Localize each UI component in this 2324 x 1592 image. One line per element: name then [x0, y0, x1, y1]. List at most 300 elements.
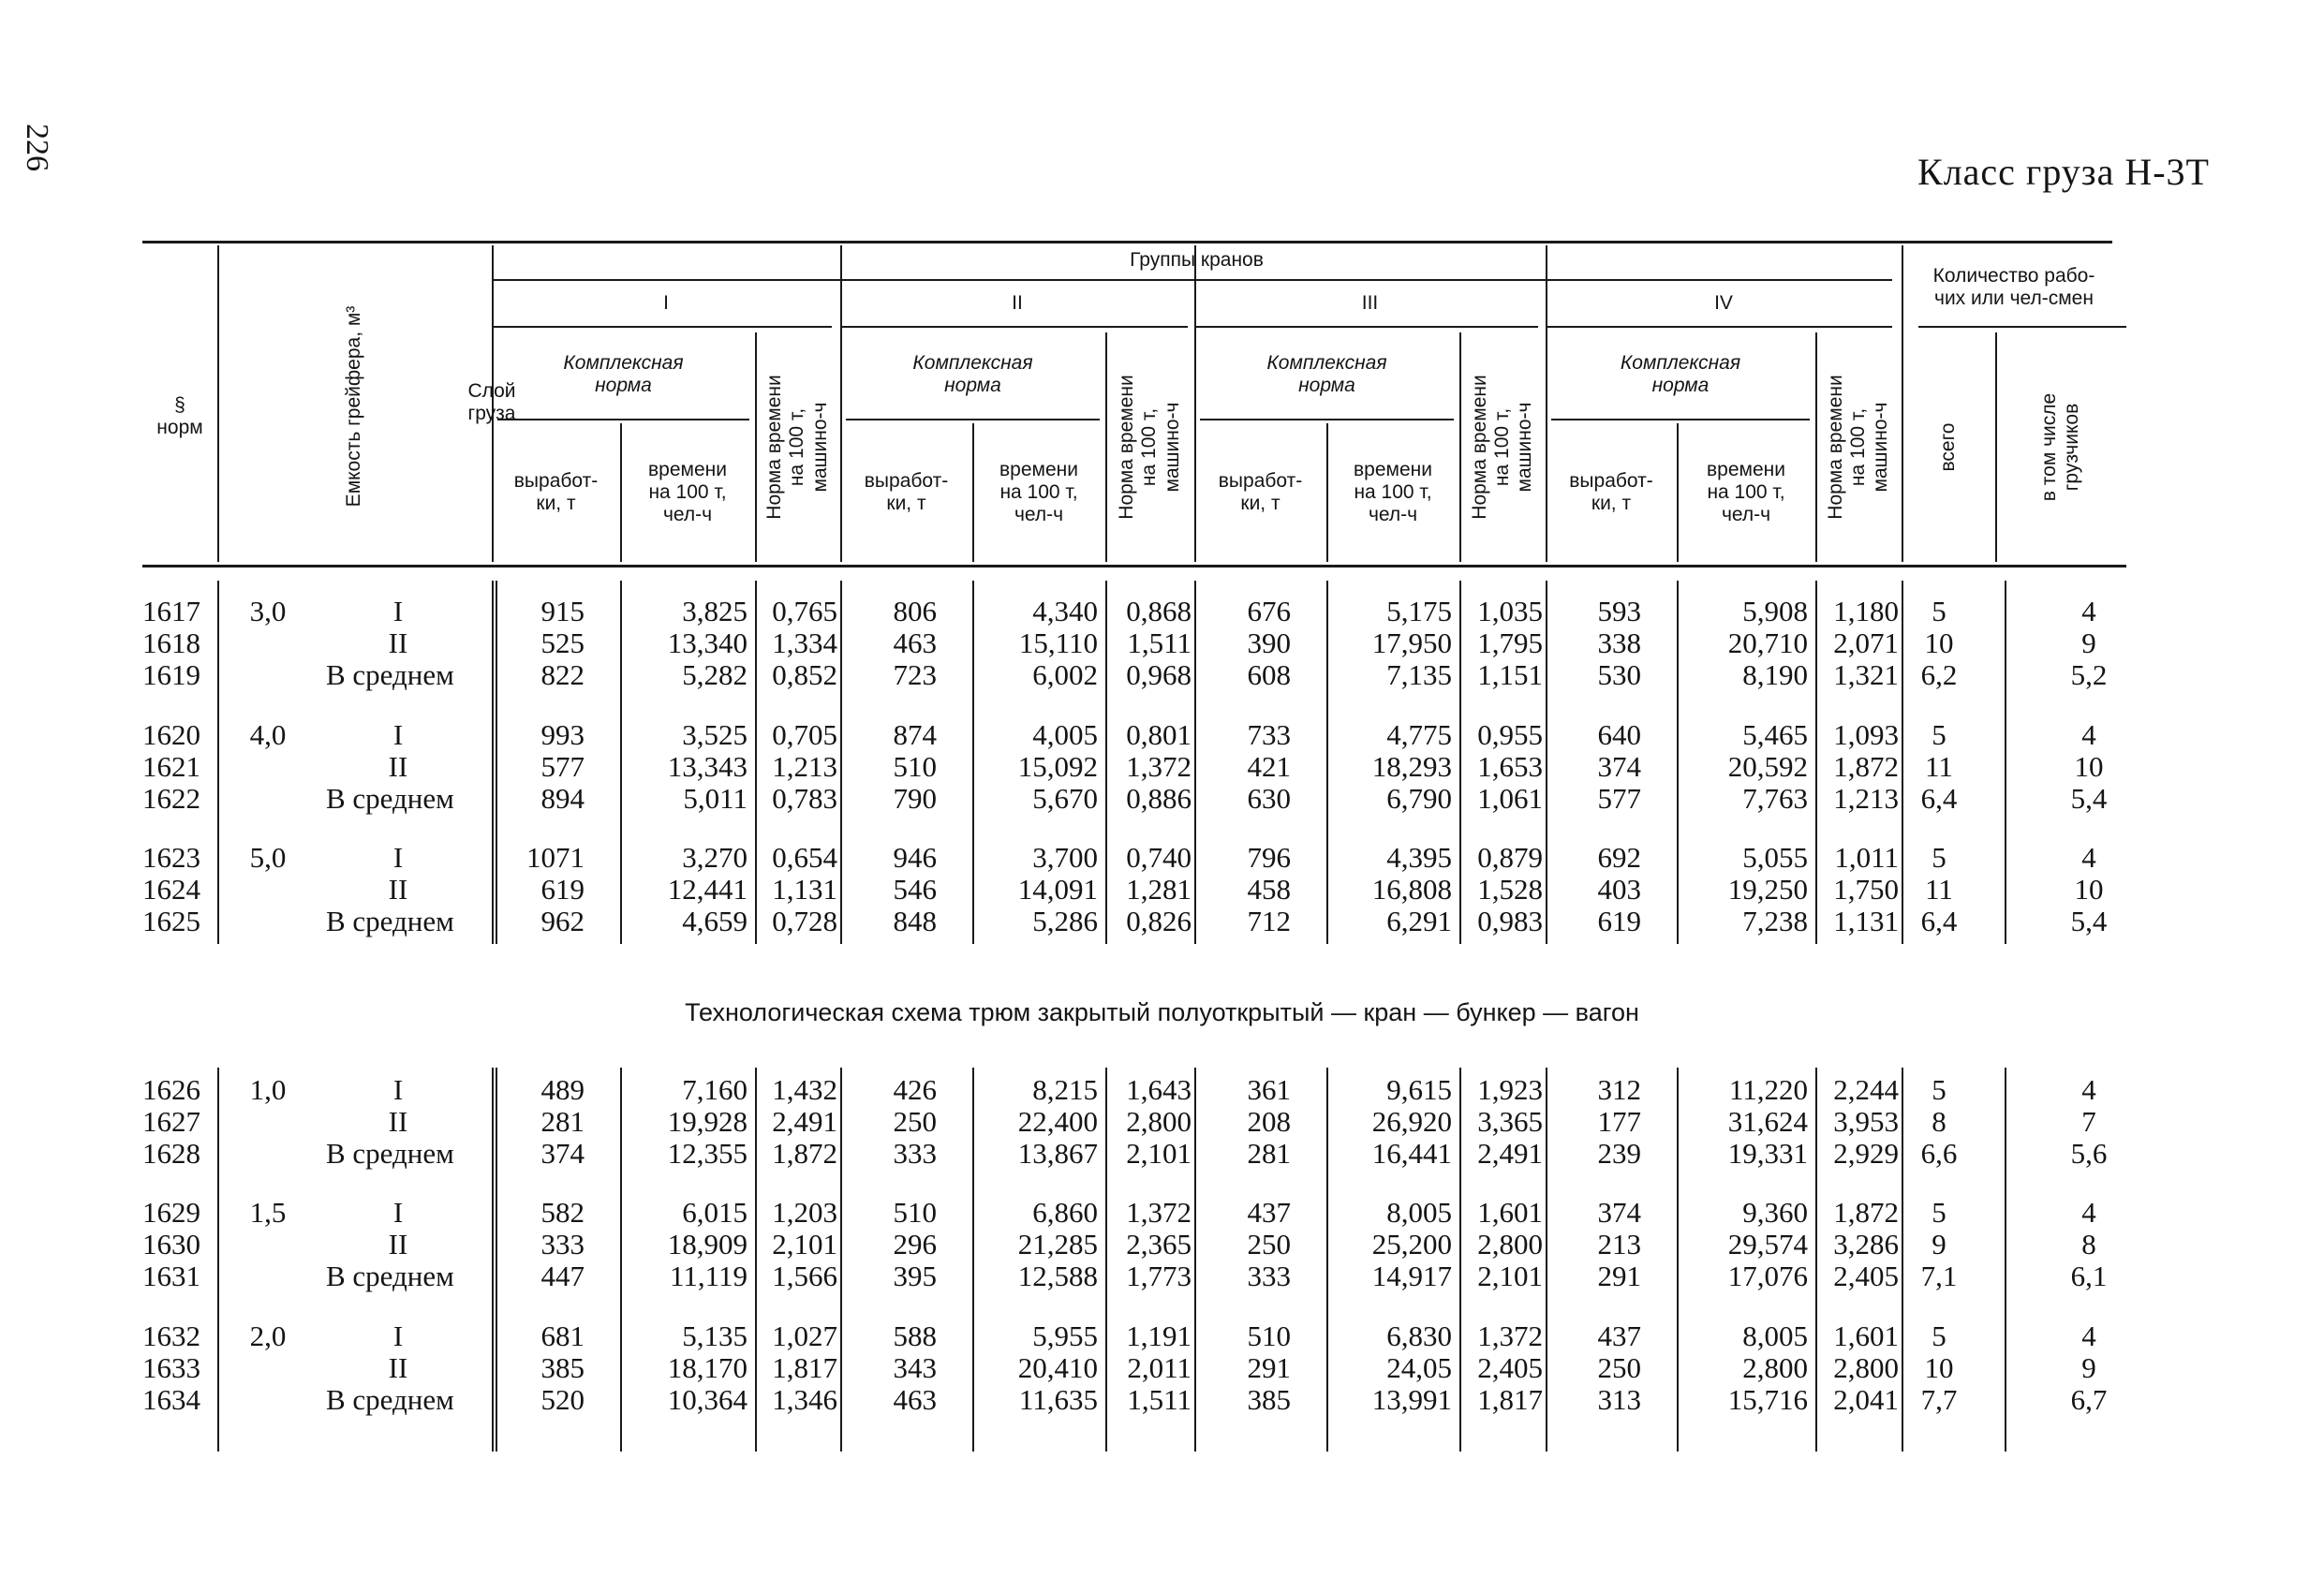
workers-total: 10	[1924, 626, 1954, 659]
loaders-count: 4	[2081, 717, 2096, 751]
output-value: 385	[1247, 1382, 1291, 1416]
machine-time-value: 2,101	[1126, 1136, 1192, 1170]
labor-time-value: 7,135	[1386, 657, 1452, 691]
labor-time-value: 2,800	[1742, 1350, 1808, 1384]
header-grab-capacity: Емкость грейфера, м³	[343, 305, 365, 508]
output-value: 530	[1597, 657, 1641, 691]
labor-time-value: 19,250	[1727, 872, 1808, 906]
output-value: 426	[893, 1072, 937, 1106]
labor-time-value: 19,928	[667, 1104, 748, 1138]
norm-number: 1619	[142, 657, 200, 691]
machine-time-value: 1,151	[1477, 657, 1543, 691]
machine-time-value: 1,131	[1833, 904, 1899, 937]
labor-time-value: 25,200	[1371, 1227, 1452, 1260]
output-value: 291	[1597, 1259, 1641, 1292]
output-value: 333	[893, 1136, 937, 1170]
header-complex-norm: Комплексная норма	[912, 351, 1033, 396]
output-value: 712	[1247, 904, 1291, 937]
labor-time-value: 6,015	[682, 1195, 748, 1229]
cargo-layer: В среднем	[326, 1259, 454, 1292]
grab-capacity: 1,5	[249, 1195, 287, 1229]
loaders-count: 4	[2081, 1072, 2096, 1106]
header-time-labor: времени на 100 т, чел-ч	[1707, 458, 1785, 526]
cargo-layer: I	[392, 717, 404, 751]
header-group-4: IV	[1714, 291, 1733, 314]
labor-time-value: 20,410	[1017, 1350, 1098, 1384]
machine-time-value: 1,653	[1477, 749, 1543, 783]
labor-time-value: 5,286	[1032, 904, 1098, 937]
body-column-rule	[1677, 581, 1679, 944]
machine-time-value: 1,321	[1833, 657, 1899, 691]
machine-time-value: 2,800	[1477, 1227, 1543, 1260]
header-group-3: III	[1361, 291, 1379, 314]
machine-time-value: 0,826	[1126, 904, 1192, 937]
labor-time-value: 22,400	[1017, 1104, 1098, 1138]
output-value: 1071	[526, 840, 585, 874]
group-iv-rule	[1546, 326, 1892, 328]
machine-time-value: 1,131	[772, 872, 837, 906]
machine-time-value: 2,800	[1833, 1350, 1899, 1384]
machine-time-value: 1,011	[1834, 840, 1899, 874]
output-value: 421	[1247, 749, 1291, 783]
cargo-layer: I	[392, 1072, 404, 1106]
norm-number: 1629	[142, 1195, 200, 1229]
header-total: всего	[1936, 422, 1959, 472]
loaders-count: 10	[2074, 749, 2104, 783]
machine-time-value: 0,801	[1126, 717, 1192, 751]
output-value: 313	[1597, 1382, 1641, 1416]
labor-time-value: 3,700	[1032, 840, 1098, 874]
output-value: 546	[893, 872, 937, 906]
labor-time-value: 6,291	[1386, 904, 1452, 937]
groups-rule	[492, 279, 1892, 281]
machine-time-value: 1,872	[1833, 1195, 1899, 1229]
machine-time-value: 1,334	[772, 626, 837, 659]
machine-time-value: 1,643	[1126, 1072, 1192, 1106]
labor-time-value: 6,790	[1386, 781, 1452, 815]
output-value: 582	[540, 1195, 585, 1229]
header-machine-time: Норма времени на 100 т, машино-ч	[1468, 375, 1536, 520]
labor-time-value: 8,190	[1742, 657, 1808, 691]
labor-time-value: 7,160	[682, 1072, 748, 1106]
body-column-rule	[1326, 581, 1328, 944]
labor-time-value: 5,055	[1742, 840, 1808, 874]
cargo-layer: I	[392, 840, 404, 874]
labor-time-value: 13,991	[1371, 1382, 1452, 1416]
body-column-rule	[755, 581, 757, 944]
labor-time-value: 4,775	[1386, 717, 1452, 751]
output-value: 208	[1247, 1104, 1291, 1138]
machine-time-value: 1,432	[772, 1072, 837, 1106]
machine-time-value: 1,817	[772, 1350, 837, 1384]
body-column-rule	[217, 1068, 219, 1452]
machine-time-value: 1,601	[1833, 1319, 1899, 1352]
workers-total: 5	[1932, 717, 1947, 751]
labor-time-value: 11,635	[1018, 1382, 1098, 1416]
output-value: 510	[893, 749, 937, 783]
body-column-rule	[620, 1068, 622, 1452]
labor-time-value: 11,119	[670, 1259, 748, 1292]
output-value: 692	[1597, 840, 1641, 874]
output-value: 915	[540, 594, 585, 627]
machine-time-value: 1,750	[1833, 872, 1899, 906]
norm-number: 1630	[142, 1227, 200, 1260]
machine-time-value: 2,405	[1477, 1350, 1543, 1384]
output-value: 577	[1597, 781, 1641, 815]
machine-time-value: 1,601	[1477, 1195, 1543, 1229]
machine-time-value: 2,101	[772, 1227, 837, 1260]
labor-time-value: 14,917	[1371, 1259, 1452, 1292]
output-value: 374	[1597, 1195, 1641, 1229]
machine-time-value: 1,180	[1833, 594, 1899, 627]
header-time-labor: времени на 100 т, чел-ч	[999, 458, 1078, 526]
complex-rule	[497, 419, 749, 420]
machine-time-value: 1,027	[772, 1319, 837, 1352]
labor-time-value: 9,615	[1386, 1072, 1452, 1106]
labor-time-value: 4,005	[1032, 717, 1098, 751]
output-value: 588	[893, 1319, 937, 1352]
workers-total: 6,2	[1920, 657, 1958, 691]
machine-time-value: 2,491	[772, 1104, 837, 1138]
cargo-layer: II	[388, 626, 408, 659]
loaders-count: 10	[2074, 872, 2104, 906]
cargo-layer: II	[388, 1104, 408, 1138]
header-machine-time: Норма времени на 100 т, машино-ч	[1116, 375, 1183, 520]
header-output: выработ- ки, т	[513, 469, 599, 514]
output-value: 681	[540, 1319, 585, 1352]
norm-number: 1632	[142, 1319, 200, 1352]
labor-time-value: 12,441	[667, 872, 748, 906]
loaders-count: 6,1	[2070, 1259, 2108, 1292]
workers-total: 5	[1932, 840, 1947, 874]
machine-time-value: 1,281	[1126, 872, 1192, 906]
workers-total: 5	[1932, 594, 1947, 627]
loaders-count: 5,2	[2070, 657, 2108, 691]
body-column-rule	[1105, 1068, 1107, 1452]
output-value: 213	[1597, 1227, 1641, 1260]
header-complex-norm: Комплексная норма	[563, 351, 684, 396]
body-column-rule	[1459, 1068, 1461, 1452]
machine-time-value: 0,886	[1126, 781, 1192, 815]
scheme-title: Технологическая схема трюм закрытый полуоткрытый — кран — бункер — вагон	[685, 998, 1639, 1026]
machine-time-value: 1,795	[1477, 626, 1543, 659]
output-value: 619	[540, 872, 585, 906]
cargo-layer: I	[392, 1195, 404, 1229]
output-value: 874	[893, 717, 937, 751]
output-value: 458	[1247, 872, 1291, 906]
header-group-1: I	[663, 291, 669, 314]
machine-time-value: 1,817	[1477, 1382, 1543, 1416]
output-value: 361	[1247, 1072, 1291, 1106]
output-value: 848	[893, 904, 937, 937]
workers-total: 6,4	[1920, 904, 1958, 937]
machine-time-value: 2,071	[1833, 626, 1899, 659]
labor-time-value: 5,908	[1742, 594, 1808, 627]
group-iii-rule	[1194, 326, 1538, 328]
norm-number: 1625	[142, 904, 200, 937]
output-value: 510	[893, 1195, 937, 1229]
output-value: 281	[540, 1104, 585, 1138]
labor-time-value: 6,830	[1386, 1319, 1452, 1352]
norm-number: 1626	[142, 1072, 200, 1106]
norm-number: 1617	[142, 594, 200, 627]
labor-time-value: 11,220	[1728, 1072, 1808, 1106]
machine-time-value: 0,868	[1126, 594, 1192, 627]
complex-rule	[846, 419, 1100, 420]
labor-time-value: 4,659	[682, 904, 748, 937]
labor-time-value: 17,076	[1727, 1259, 1808, 1292]
labor-time-value: 5,955	[1032, 1319, 1098, 1352]
workers-total: 6,6	[1920, 1136, 1958, 1170]
workers-total: 7,7	[1920, 1382, 1958, 1416]
body-column-rule	[1459, 581, 1461, 944]
grab-capacity: 2,0	[249, 1319, 287, 1352]
output-value: 250	[1247, 1227, 1291, 1260]
labor-time-value: 19,331	[1727, 1136, 1808, 1170]
machine-time-value: 1,093	[1833, 717, 1899, 751]
cargo-layer: В среднем	[326, 904, 454, 937]
output-value: 593	[1597, 594, 1641, 627]
body-column-rule	[1326, 1068, 1328, 1452]
cargo-layer: В среднем	[326, 781, 454, 815]
labor-time-value: 15,716	[1727, 1382, 1808, 1416]
labor-time-value: 17,950	[1371, 626, 1452, 659]
cargo-layer: II	[388, 749, 408, 783]
labor-time-value: 20,592	[1727, 749, 1808, 783]
labor-time-value: 5,465	[1742, 717, 1808, 751]
output-value: 619	[1597, 904, 1641, 937]
machine-time-value: 1,773	[1126, 1259, 1192, 1292]
loaders-count: 5,6	[2070, 1136, 2108, 1170]
loaders-count: 4	[2081, 1195, 2096, 1229]
output-value: 630	[1247, 781, 1291, 815]
body-column-rule	[1546, 581, 1547, 944]
workers-total: 11	[1925, 872, 1953, 906]
machine-time-value: 1,528	[1477, 872, 1543, 906]
header-norm: § норм	[156, 393, 203, 438]
labor-time-value: 31,624	[1727, 1104, 1808, 1138]
machine-time-value: 1,035	[1477, 594, 1543, 627]
machine-time-value: 1,203	[772, 1195, 837, 1229]
output-value: 962	[540, 904, 585, 937]
machine-time-value: 1,372	[1126, 1195, 1192, 1229]
complex-rule	[1200, 419, 1454, 420]
cargo-layer: I	[392, 594, 404, 627]
machine-time-value: 1,566	[772, 1259, 837, 1292]
body-column-rule	[972, 581, 974, 944]
labor-time-value: 6,002	[1032, 657, 1098, 691]
body-column-rule	[1677, 1068, 1679, 1452]
body-column-rule	[1546, 1068, 1547, 1452]
output-value: 291	[1247, 1350, 1291, 1384]
output-value: 338	[1597, 626, 1641, 659]
machine-time-value: 2,244	[1833, 1072, 1899, 1106]
output-value: 239	[1597, 1136, 1641, 1170]
output-value: 390	[1247, 626, 1291, 659]
machine-time-value: 2,365	[1126, 1227, 1192, 1260]
output-value: 447	[540, 1259, 585, 1292]
cargo-layer: II	[388, 1350, 408, 1384]
output-value: 463	[893, 1382, 937, 1416]
machine-time-value: 1,923	[1477, 1072, 1543, 1106]
body-column-rule	[840, 1068, 842, 1452]
workers-total: 6,4	[1920, 781, 1958, 815]
labor-time-value: 8,215	[1032, 1072, 1098, 1106]
body-column-rule	[755, 1068, 757, 1452]
labor-time-value: 4,395	[1386, 840, 1452, 874]
output-value: 296	[893, 1227, 937, 1260]
workers-rule	[1918, 326, 2126, 328]
machine-time-value: 1,872	[1833, 749, 1899, 783]
output-value: 520	[540, 1382, 585, 1416]
cargo-layer: II	[388, 872, 408, 906]
labor-time-value: 15,110	[1018, 626, 1098, 659]
group-i-rule	[492, 326, 832, 328]
norm-number: 1623	[142, 840, 200, 874]
output-value: 385	[540, 1350, 585, 1384]
cargo-layer: II	[388, 1227, 408, 1260]
grab-capacity: 1,0	[249, 1072, 287, 1106]
output-value: 437	[1247, 1195, 1291, 1229]
header-output: выработ- ки, т	[864, 469, 949, 514]
norm-number: 1620	[142, 717, 200, 751]
machine-time-value: 2,800	[1126, 1104, 1192, 1138]
loaders-count: 5,4	[2070, 781, 2108, 815]
labor-time-value: 8,005	[1742, 1319, 1808, 1352]
output-value: 733	[1247, 717, 1291, 751]
labor-time-value: 18,909	[667, 1227, 748, 1260]
labor-time-value: 7,238	[1742, 904, 1808, 937]
loaders-count: 4	[2081, 840, 2096, 874]
norm-number: 1634	[142, 1382, 200, 1416]
cargo-layer: В среднем	[326, 1382, 454, 1416]
output-value: 489	[540, 1072, 585, 1106]
loaders-count: 4	[2081, 594, 2096, 627]
output-value: 343	[893, 1350, 937, 1384]
page-title: Класс груза Н-3Т	[1917, 151, 2210, 193]
workers-total: 10	[1924, 1350, 1954, 1384]
body-column-rule	[620, 581, 622, 944]
machine-time-value: 1,191	[1126, 1319, 1192, 1352]
workers-total: 9	[1932, 1227, 1947, 1260]
labor-time-value: 20,710	[1727, 626, 1808, 659]
labor-time-value: 7,763	[1742, 781, 1808, 815]
output-value: 525	[540, 626, 585, 659]
header-output: выработ- ки, т	[1569, 469, 1653, 514]
norm-number: 1621	[142, 749, 200, 783]
loaders-count: 6,7	[2070, 1382, 2108, 1416]
labor-time-value: 12,588	[1017, 1259, 1098, 1292]
machine-time-value: 3,365	[1477, 1104, 1543, 1138]
loaders-count: 9	[2081, 1350, 2096, 1384]
norm-number: 1618	[142, 626, 200, 659]
machine-time-value: 2,011	[1127, 1350, 1192, 1384]
labor-time-value: 3,270	[682, 840, 748, 874]
machine-time-value: 0,783	[772, 781, 837, 815]
cargo-layer: В среднем	[326, 657, 454, 691]
output-value: 723	[893, 657, 937, 691]
labor-time-value: 5,011	[683, 781, 748, 815]
machine-time-value: 0,852	[772, 657, 837, 691]
output-value: 608	[1247, 657, 1291, 691]
body-column-rule	[840, 581, 842, 944]
output-value: 577	[540, 749, 585, 783]
norm-number: 1633	[142, 1350, 200, 1384]
output-value: 250	[1597, 1350, 1641, 1384]
labor-time-value: 3,825	[682, 594, 748, 627]
machine-time-value: 3,286	[1833, 1227, 1899, 1260]
machine-time-value: 1,511	[1127, 626, 1192, 659]
loaders-count: 5,4	[2070, 904, 2108, 937]
labor-time-value: 3,525	[682, 717, 748, 751]
body-column-rule	[1194, 581, 1196, 944]
body-column-rule	[1194, 1068, 1196, 1452]
output-value: 822	[540, 657, 585, 691]
header-group-2: II	[1012, 291, 1023, 314]
output-value: 796	[1247, 840, 1291, 874]
norm-number: 1631	[142, 1259, 200, 1292]
machine-time-value: 2,405	[1833, 1259, 1899, 1292]
workers-total: 5	[1932, 1319, 1947, 1352]
machine-time-value: 0,654	[772, 840, 837, 874]
workers-total: 5	[1932, 1072, 1947, 1106]
machine-time-value: 2,929	[1833, 1136, 1899, 1170]
output-value: 374	[1597, 749, 1641, 783]
norm-number: 1627	[142, 1104, 200, 1138]
output-value: 806	[893, 594, 937, 627]
labor-time-value: 5,670	[1032, 781, 1098, 815]
machine-time-value: 0,765	[772, 594, 837, 627]
labor-time-value: 13,340	[667, 626, 748, 659]
machine-time-value: 0,983	[1477, 904, 1543, 937]
labor-time-value: 4,340	[1032, 594, 1098, 627]
labor-time-value: 5,175	[1386, 594, 1452, 627]
output-value: 312	[1597, 1072, 1641, 1106]
output-value: 403	[1597, 872, 1641, 906]
header-bottom-rule	[142, 565, 2126, 568]
header-output: выработ- ки, т	[1218, 469, 1303, 514]
loaders-count: 7	[2081, 1104, 2096, 1138]
loaders-count: 8	[2081, 1227, 2096, 1260]
machine-time-value: 0,879	[1477, 840, 1543, 874]
header-crane-groups: Группы кранов	[1130, 248, 1264, 271]
output-value: 250	[893, 1104, 937, 1138]
group-ii-rule	[840, 326, 1188, 328]
norm-number: 1624	[142, 872, 200, 906]
machine-time-value: 2,491	[1477, 1136, 1543, 1170]
output-value: 395	[893, 1259, 937, 1292]
machine-time-value: 1,872	[772, 1136, 837, 1170]
workers-total: 11	[1925, 749, 1953, 783]
labor-time-value: 15,092	[1017, 749, 1098, 783]
machine-time-value: 0,705	[772, 717, 837, 751]
labor-time-value: 6,860	[1032, 1195, 1098, 1229]
grab-capacity: 4,0	[249, 717, 287, 751]
machine-time-value: 2,101	[1477, 1259, 1543, 1292]
output-value: 281	[1247, 1136, 1291, 1170]
complex-rule	[1551, 419, 1810, 420]
labor-time-value: 24,05	[1386, 1350, 1452, 1384]
labor-time-value: 5,135	[682, 1319, 748, 1352]
labor-time-value: 8,005	[1386, 1195, 1452, 1229]
labor-time-value: 16,808	[1371, 872, 1452, 906]
output-value: 333	[1247, 1259, 1291, 1292]
norm-number: 1628	[142, 1136, 200, 1170]
output-value: 177	[1597, 1104, 1641, 1138]
labor-time-value: 26,920	[1371, 1104, 1452, 1138]
header-workers: Количество рабо- чих или чел-смен	[1932, 264, 2095, 309]
body-column-rule	[1105, 581, 1107, 944]
